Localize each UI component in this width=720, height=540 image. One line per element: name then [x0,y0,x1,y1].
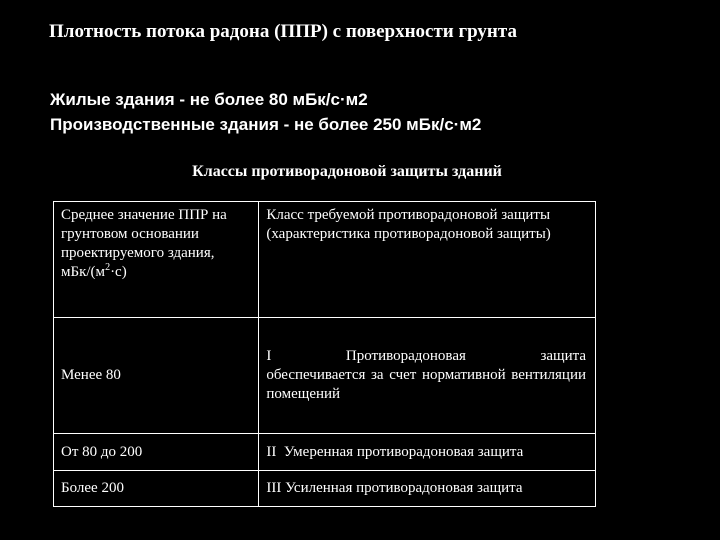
table-row [54,318,596,434]
norm-residential: Жилые здания - не более 80 мБк/с·м2 [50,90,368,109]
class-cell: II Умеренная противорадоновая защита [259,434,596,471]
class-numeral: I [266,348,272,364]
range-cell: Более 200 [54,471,259,507]
class-cell: III Усиленная противорадоновая защита [259,471,596,507]
table-row [54,471,596,507]
class-description-rest: обеспечивается за счет нормативной вентиляции помещений [266,367,586,402]
range-cell: От 80 до 200 [54,434,259,471]
class-head-word: Противорадоновая [345,348,466,364]
class-first-line [266,347,586,366]
header-cell-protection-class: Класс требуемой противорадоновой защиты (характеристика противорадоновой защиты) [259,202,596,318]
table-row [54,434,596,471]
range-cell: Менее 80 [54,318,259,434]
classes-table-title: Классы противорадоновой защиты зданий [192,163,502,180]
radon-protection-classes-table [53,201,596,507]
table-header-row [54,202,596,318]
header-cell-ppr-value [54,202,259,318]
header-ppr-text: Среднее значение ППР на грунтовом основании проектируемого здания, мБк/(м [61,207,227,280]
slide-title: Плотность потока радона (ППР) с поверхности грунта [49,21,517,42]
class-head-end-word: защита [540,348,586,364]
header-ppr-superscript: 2 [105,262,111,273]
class-cell [259,318,596,434]
norm-industrial: Производственные здания - не более 250 мБк/с·м2 [50,115,482,134]
header-ppr-unit-suffix: ·с) [110,264,127,280]
